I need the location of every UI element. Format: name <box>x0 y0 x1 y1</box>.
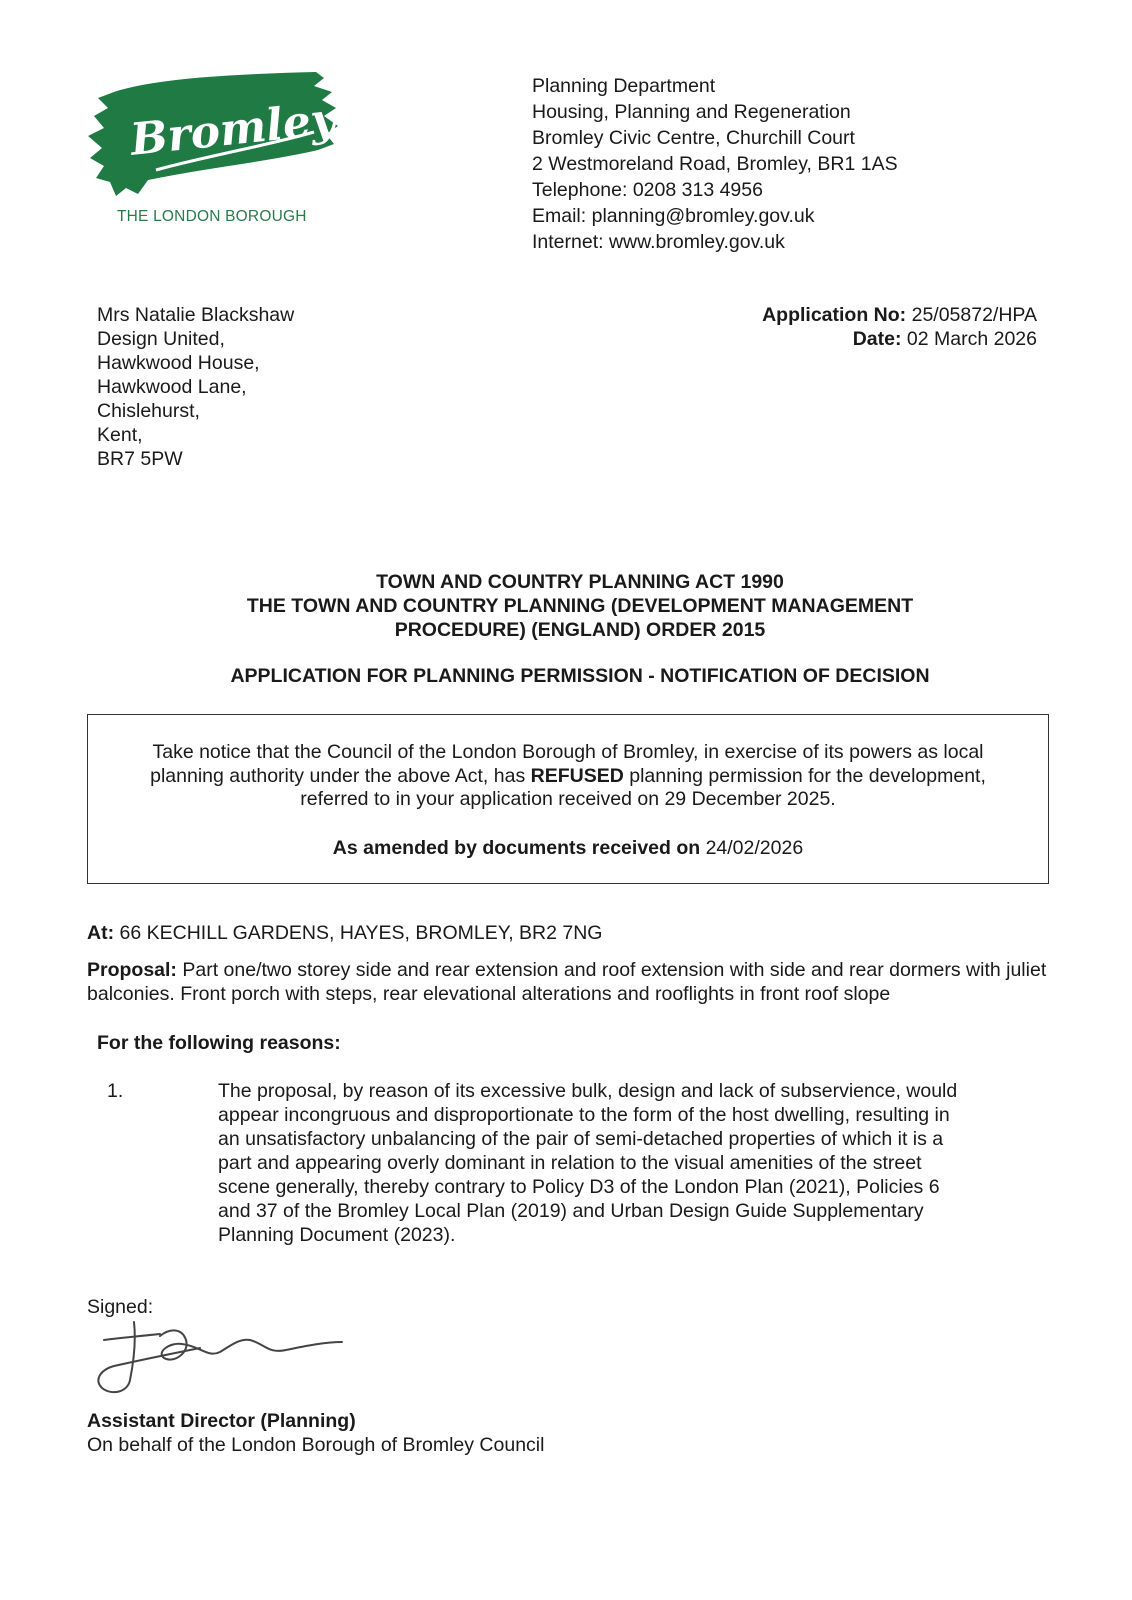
notice-line <box>88 765 1048 789</box>
notice-line: referred to in your application received on 29 December 2025. <box>300 788 836 810</box>
title-notification: APPLICATION FOR PLANNING PERMISSION - NOTIFICATION OF DECISION <box>230 665 930 687</box>
recipient-line: Hawkwood Lane, <box>97 376 247 398</box>
recipient-line: Design United, <box>97 328 225 350</box>
reason-item <box>107 1079 1067 1247</box>
application-number-label: Application No: <box>762 304 907 326</box>
title-act: TOWN AND COUNTRY PLANNING ACT 1990 <box>376 571 784 593</box>
signatory-behalf: On behalf of the London Borough of Bromley Council <box>87 1434 545 1456</box>
application-date <box>762 327 1037 351</box>
recipient-line: Hawkwood House, <box>97 352 260 374</box>
amended-line <box>88 837 1048 861</box>
reason-line: The proposal, by reason of its excessive bulk, design and lack of subservience, would <box>218 1080 958 1102</box>
dept-line: Housing, Planning and Regeneration <box>532 101 851 123</box>
handwritten-signature <box>90 1318 360 1398</box>
recipient-line: Chislehurst, <box>97 400 200 422</box>
address-value: 66 KECHILL GARDENS, HAYES, BROMLEY, BR2 7NG <box>119 922 603 944</box>
reasons-heading: For the following reasons: <box>97 1032 341 1054</box>
title-order-1: THE TOWN AND COUNTRY PLANNING (DEVELOPMENT MANAGEMENT <box>246 595 914 617</box>
dept-telephone: Telephone: 0208 313 4956 <box>532 179 763 201</box>
recipient-line: Mrs Natalie Blackshaw <box>97 304 295 326</box>
reason-line: scene generally, thereby contrary to Policy D3 of the London Plan (2021), Policies 6 <box>218 1176 940 1198</box>
decision-notice-box <box>87 714 1049 884</box>
recipient-line: BR7 5PW <box>97 448 183 470</box>
notice-text: planning permission for the development, <box>623 764 986 787</box>
application-number <box>762 303 1037 327</box>
recipient-address <box>97 303 294 471</box>
proposal-text: Part one/two storey side and rear extension and roof extension with side and rear dormers with juliet balconies. Front porch with steps, rear elevational alterations and rooflights in front roof slope <box>87 959 1047 1005</box>
reason-text <box>218 1079 1048 1247</box>
department-address <box>532 73 898 255</box>
dept-internet: Internet: www.bromley.gov.uk <box>532 231 785 253</box>
reason-line: an unsatisfactory unbalancing of the pair of semi-detached properties of which it is a <box>218 1128 944 1150</box>
amended-label: As amended by documents received on <box>332 836 701 859</box>
title-order-2: PROCEDURE) (ENGLAND) ORDER 2015 <box>394 619 766 641</box>
notice-line: Take notice that the Council of the London Borough of Bromley, in exercise of its powers as local <box>152 741 984 763</box>
reason-number: 1. <box>107 1080 124 1102</box>
dept-line: Bromley Civic Centre, Churchill Court <box>532 127 855 149</box>
decision-status: REFUSED <box>530 764 624 787</box>
recipient-line: Kent, <box>97 424 143 446</box>
bromley-wordmark: Bromley <box>127 93 339 166</box>
signed-label: Signed: <box>87 1296 154 1318</box>
notice-text: planning authority under the above Act, has <box>150 764 531 787</box>
proposal <box>87 958 1082 1006</box>
reason-line: part and appearing overly dominant in relation to the visual amenities of the street <box>218 1152 922 1174</box>
date-value: 02 March 2026 <box>906 328 1037 350</box>
reason-line: and 37 of the Bromley Local Plan (2019) and Urban Design Guide Supplementary <box>218 1200 924 1222</box>
dept-line: Planning Department <box>532 75 716 97</box>
reason-line: Planning Document (2023). <box>218 1224 456 1246</box>
reason-line: appear incongruous and disproportionate to the form of the host dwelling, resulting in <box>218 1104 950 1126</box>
bromley-logo-brush-icon <box>86 70 346 210</box>
application-number-value: 25/05872/HPA <box>911 304 1037 326</box>
site-address <box>87 922 602 945</box>
amended-date: 24/02/2026 <box>705 836 804 859</box>
document-titles <box>80 570 1080 688</box>
proposal-label: Proposal: <box>87 959 177 981</box>
bromley-logo <box>86 70 346 230</box>
date-label: Date: <box>852 328 902 350</box>
logo-subtitle: THE LONDON BOROUGH <box>117 208 307 225</box>
signatory-title: Assistant Director (Planning) <box>87 1410 356 1432</box>
at-label: At: <box>87 922 115 944</box>
dept-line: 2 Westmoreland Road, Bromley, BR1 1AS <box>532 153 898 175</box>
application-reference <box>762 303 1037 351</box>
dept-email: Email: planning@bromley.gov.uk <box>532 205 815 227</box>
